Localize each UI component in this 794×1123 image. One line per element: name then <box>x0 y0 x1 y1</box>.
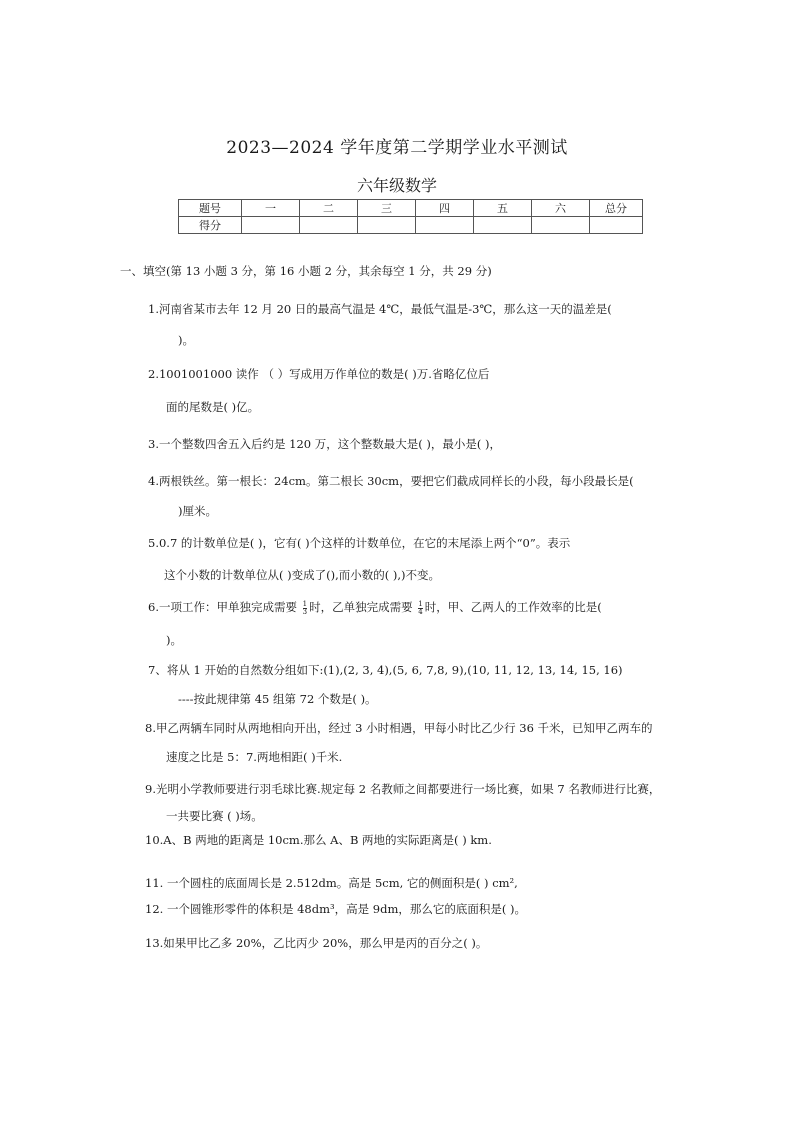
score-cell: 三 <box>358 200 416 217</box>
score-cell <box>532 217 590 234</box>
question-6-text-middle: 时，乙单独完成需要 <box>309 600 413 614</box>
score-cell: 一 <box>242 200 300 217</box>
score-cell <box>300 217 358 234</box>
score-table-header-row <box>179 200 643 217</box>
question-9-line-2: 一共要比赛 ( )场。 <box>166 809 263 823</box>
question-4-line-2: )厘米。 <box>178 504 217 518</box>
fraction-one-third <box>303 601 307 616</box>
score-table <box>178 199 643 234</box>
question-13: 13.如果甲比乙多 20%，乙比丙少 20%，那么甲是丙的百分之( )。 <box>145 936 488 950</box>
fraction-one-quarter <box>418 601 422 616</box>
question-8-line-2: 速度之比是 5：7.两地相距( )千米. <box>166 750 343 764</box>
question-5-line-1: 5.0.7 的计数单位是( )，它有( )个这样的计数单位，在它的末尾添上两个“0”。表示 <box>148 536 571 550</box>
question-8-line-1: 8.甲乙两辆车同时从两地相向开出，经过 3 小时相遇，甲每小时比乙少行 36 千米，已知甲乙两车的 <box>145 721 653 735</box>
question-1-line-1: 1.河南省某市去年 12 月 20 日的最高气温是 4℃，最低气温是-3℃，那么这一天的温差是( <box>148 302 612 316</box>
question-2-line-2: 面的尾数是( )亿。 <box>166 400 260 414</box>
question-10: 10.A、B 两地的距离是 10cm.那么 A、B 两地的实际距离是( ) km. <box>145 833 492 847</box>
score-cell: 五 <box>474 200 532 217</box>
question-6-line-1 <box>148 599 602 616</box>
fraction-numerator: 1 <box>418 599 423 608</box>
question-3: 3.一个整数四舍五入后约是 120 万，这个整数最大是( )，最小是( )， <box>148 437 501 451</box>
question-2-line-1: 2.1001001000 读作 （ ）写成用万作单位的数是( )万.省略亿位后 <box>148 367 490 381</box>
question-6-line-2: )。 <box>166 633 182 647</box>
score-cell <box>590 217 643 234</box>
score-cell: 六 <box>532 200 590 217</box>
score-cell <box>358 217 416 234</box>
fraction-numerator: 1 <box>302 599 308 608</box>
question-7-line-1: 7、将从 1 开始的自然数分组如下:(1),(2, 3, 4),(5, 6, 7,8, 9),(10, 11, 12, 13, 14, 15, 16) <box>148 663 623 677</box>
score-cell: 总分 <box>590 200 643 217</box>
score-cell <box>416 217 474 234</box>
score-cell: 四 <box>416 200 474 217</box>
score-cell <box>474 217 532 234</box>
score-cell <box>242 217 300 234</box>
question-5-line-2: 这个小数的计数单位从( )变成了(),而小数的( ),)不变。 <box>164 568 441 582</box>
score-table-score-row <box>179 217 643 234</box>
question-11: 11. 一个圆柱的底面周长是 2.512dm。高是 5cm, 它的侧面积是( ) cm², <box>145 876 518 890</box>
question-1-line-2: )。 <box>178 333 194 347</box>
question-7-line-2: ----按此规律第 45 组第 72 个数是( )。 <box>178 692 377 706</box>
fraction-denominator: 3 <box>302 607 308 616</box>
question-6-text-start: 6.一项工作：甲单独完成需要 <box>148 600 297 614</box>
score-cell: 得分 <box>179 217 242 234</box>
section-heading: 一、填空(第 13 小题 3 分，第 16 小题 2 分，其余每空 1 分，共 29 分) <box>120 264 492 278</box>
fraction-denominator: 4 <box>418 607 423 616</box>
page-title: 2023—2024 学年度第二学期学业水平测试 <box>226 138 568 158</box>
score-cell: 题号 <box>179 200 242 217</box>
question-9-line-1: 9.光明小学教师要进行羽毛球比赛.规定每 2 名教师之间都要进行一场比赛，如果 7 名教师进行比赛， <box>145 782 661 796</box>
page-subtitle: 六年级数学 <box>356 176 437 195</box>
score-cell: 二 <box>300 200 358 217</box>
question-4-line-1: 4.两根铁丝。第一根长：24cm。第二根长 30cm，要把它们截成同样长的小段，每小段最长是( <box>148 474 634 488</box>
question-6-text-end: 时，甲、乙两人的工作效率的比是( <box>424 600 602 614</box>
question-12: 12. 一个圆锥形零件的体积是 48dm³，高是 9dm，那么它的底面积是( )。 <box>145 902 526 916</box>
